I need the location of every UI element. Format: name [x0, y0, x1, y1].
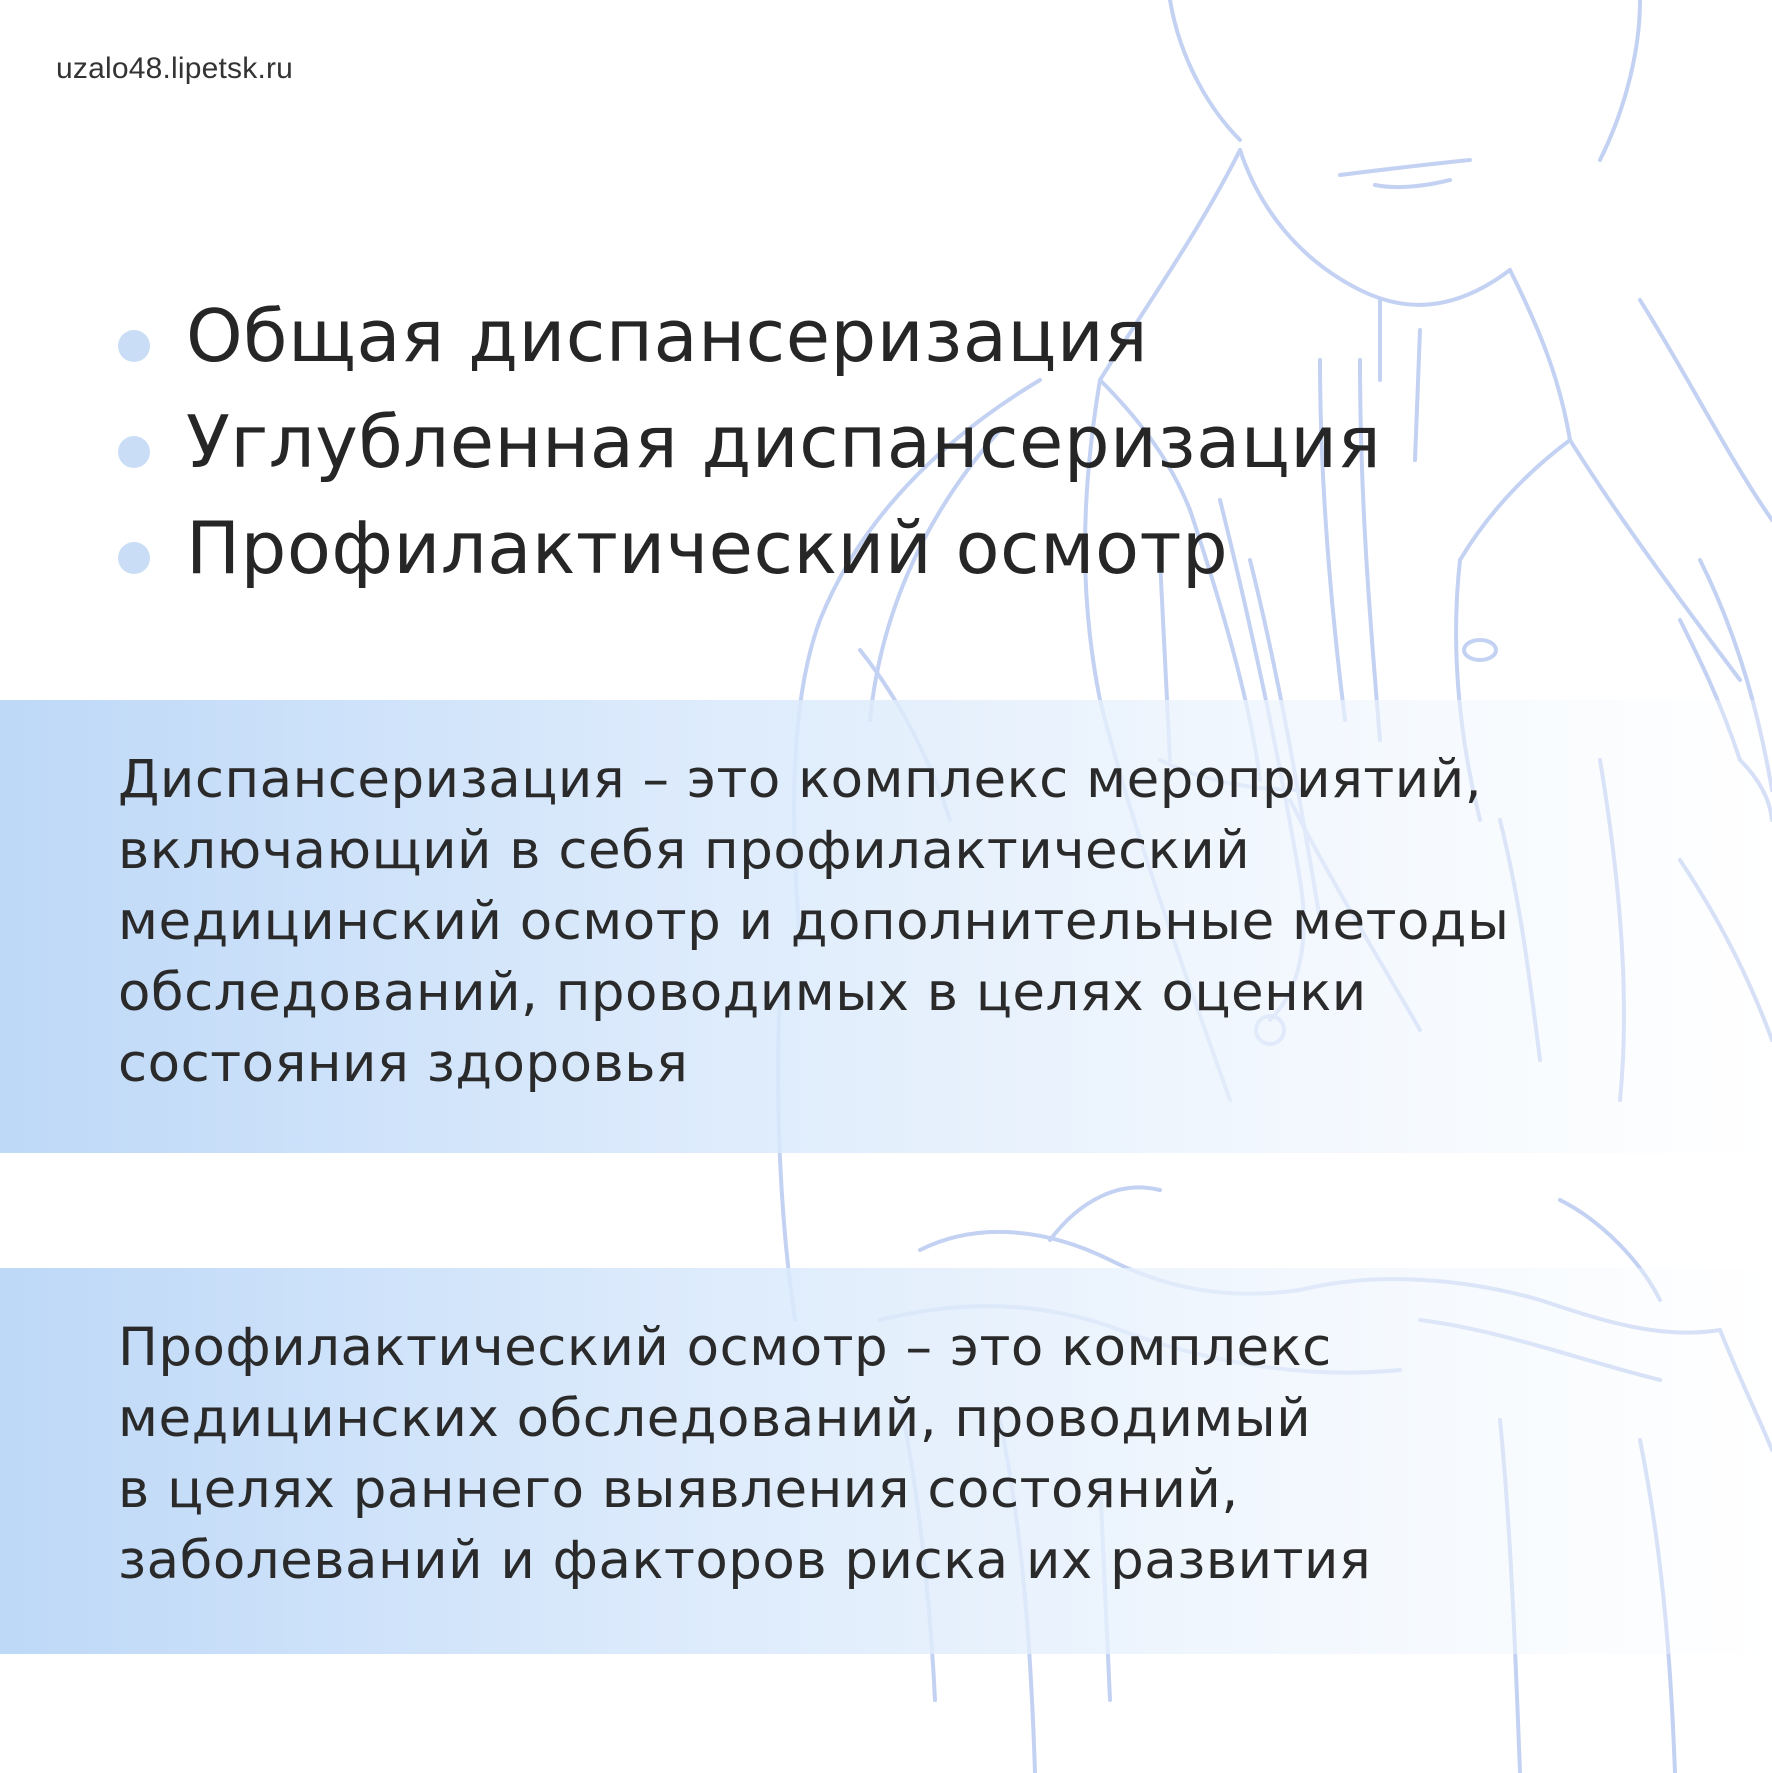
list-item [118, 288, 1381, 394]
list-item-label: Общая диспансеризация [186, 294, 1149, 378]
definition-text: Диспансеризация – это комплекс мероприятий, включающий в себя профилактический медицинский осмотр и дополнительные методы обследований, проводимых в целях оценки состояния здоровья [118, 749, 1510, 1094]
list-item-label: Углубленная диспансеризация [186, 400, 1382, 484]
circle-bullet-icon [118, 436, 150, 468]
circle-bullet-icon [118, 542, 150, 574]
circle-bullet-icon [118, 330, 150, 362]
definition-band-preventive-exam [0, 1268, 1772, 1654]
screening-types-list [118, 288, 1381, 606]
site-url: uzalo48.lipetsk.ru [56, 52, 294, 85]
list-item [118, 394, 1381, 500]
definition-text: Профилактический осмотр – это комплекс медицинских обследований, проводимый в целях раннего выявления состояний, заболеваний и факторов риска их развития [118, 1317, 1372, 1591]
definition-band-dispanserization [0, 700, 1772, 1153]
list-item [118, 500, 1381, 606]
list-item-label: Профилактический осмотр [186, 506, 1229, 590]
